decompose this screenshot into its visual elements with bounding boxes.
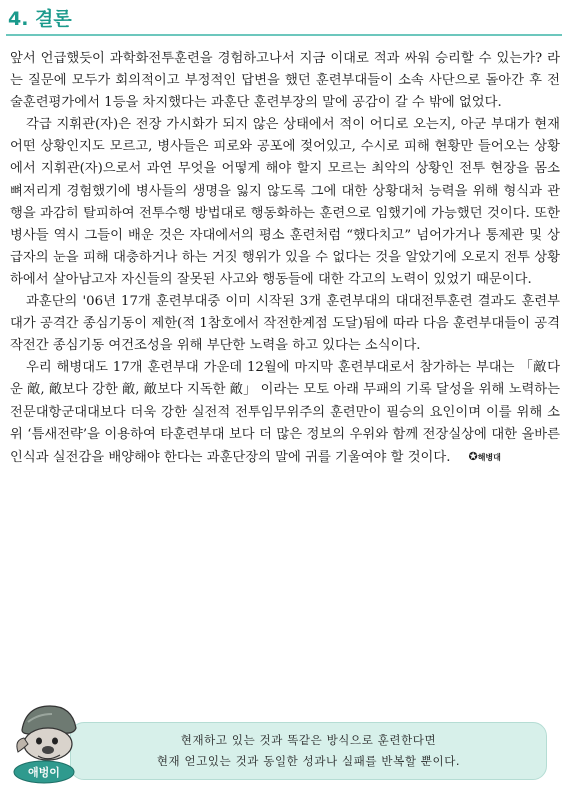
marine-corps-emblem-icon: ✪ [468,449,478,463]
paragraph-4 [10,357,560,469]
paragraph-3: 과훈단의 '06년 17개 훈련부대중 이미 시작된 3개 훈련부대의 대대전투훈련 결과도 훈련부대가 공격간 종심기동이 제한(적 1참호에서 작전한계점 도달)됨에 따라 다음 훈련부대들이 공격 작전간 종심기동 여건조성을 위해 부단한 노력을 하고 있다는 소식이다. [10,294,560,354]
mascot-label: 애벙이 [28,766,60,779]
paragraph-1: 앞서 언급했듯이 과학화전투훈련을 경험하고나서 지금 이대로 적과 싸워 승리할 수 있는가? 라는 질문에 모두가 회의적이고 부정적인 답변을 했던 훈련부대들이 소속 사단으로 돌아간 후 전술훈련평가에서 1등을 차지했다는 과훈단 훈련부장의 말에 공감이 갈 수 밖에 없었다. [10,51,560,111]
signature-mark [452,446,500,469]
section-heading: 4. 결론 [8,8,72,30]
heading-divider [6,34,562,36]
article-body [10,48,560,469]
paragraph-2: 각급 지휘관(자)은 전장 가시화가 되지 않은 상태에서 적이 어디로 오는지, 아군 부대가 현재 어떤 상황인지도 모르고, 병사들은 피로와 공포에 젖어있고, 수시로 피해 현황만 들어오는 상황에서 지휘관(자)으로서 과연 무엇을 어떻게 해야 할지 모르는 최악의 상황인 전투 현장을 몸소 뼈저리게 경험했기에 병사들의 생명을 잃지 않도록 그에 대한 상황대처 능력을 위해 형식과 관행을 과감히 탈피하여 전투수행 방법대로 행동화하는 훈련으로 임했기에 가능했던 것이다. 또한 병사들 역시 그들이 배운 것은 자대에서의 평소 훈련처럼 “했다치고” 넘어가거나 통제관 및 상급자의 눈을 피해 대충하거나 하는 거짓 행위가 있을 수 없다는 것을 알았기에 오로지 전투 상황하에서 살아남고자 자신들의 잘못된 사고와 행동들에 대한 각고의 노력이 있었기 때문이다. [10,117,560,287]
callout-line-2: 현재 얻고있는 것과 동일한 성과나 실패를 반복할 뿐이다. [156,754,461,768]
marine-mascot-icon [8,700,88,786]
paragraph-4-text: 우리 해병대도 17개 훈련부대 가운데 12월에 마지막 훈련부대로서 참가하는 부대는 「敵다운 敵, 敵보다 강한 敵, 敵보다 지독한 敵」 이라는 모토 아래 무패의 기록 달성을 위해 노력하는 전문대항군대대보다 더욱 강한 실전적 전투임무위주의 훈련만이 필승의 요인이며 이를 위해 소위 ‘틈새전략’을 이용하여 타훈련부대 보다 더 많은 정보의 우위와 함께 전장실상에 대한 올바른 인식과 실전감을 배양해야 한다는 과훈단장의 말에 귀를 기울여야 할 것이다. [10,360,560,465]
quote-callout [70,722,547,780]
signature-text: 해병대 [477,452,501,462]
callout-line-1: 현재하고 있는 것과 똑같은 방식으로 훈련한다면 [180,733,437,747]
